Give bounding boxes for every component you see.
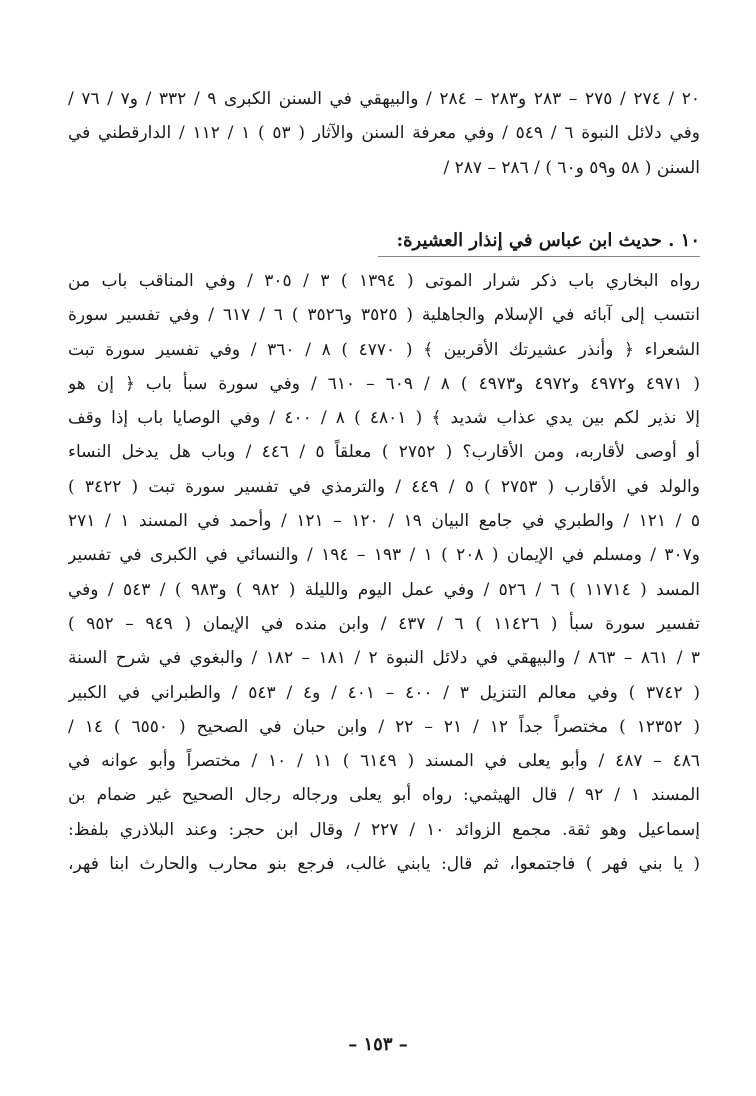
text-line: السنن ( ٥٨ و٥٩ و٦٠ ) / ٢٨٦ – ٢٨٧ / <box>443 157 700 178</box>
text-line: رواه البخاري باب ذكر شرار الموتى ( ١٣٩٤ ) ٣ / ٣٠٥ / وفي المناقب باب من <box>68 271 700 291</box>
text-line: ( يا بني فهر ) فاجتمعوا، ثم قال: يابني غالب، فرجع بنو محارب والحارث ابنا فهر، <box>68 854 700 875</box>
text-line: إسماعيل وهو ثقة. مجمع الزوائد ١٠ / ٢٢٧ / وقال ابن حجر: وعند البلاذري بلفظ: <box>68 819 700 840</box>
section-heading: ١٠ . حديث ابن عباس في إنذار العشيرة: <box>396 230 700 251</box>
text-line: أو أوصى لأقاربه، ومن الأقارب؟ ( ٢٧٥٢ ) معلقاً ٥ / ٤٤٦ / وباب هل يدخل النساء <box>68 442 700 463</box>
text-line: ٢٠ / ٢٧٤ / ٢٧٥ – ٢٨٣ و٢٨٣ – ٢٨٤ / والبيهقي في السنن الكبرى ٩ / ٣٣٢ / و٧ / ٧٦ / <box>68 89 700 109</box>
text-line: وفي دلائل النبوة ٦ / ٥٤٩ / وفي معرفة السنن والآثار ( ٥٣ ) ١ / ١١٢ / الدارقطني في <box>68 123 700 144</box>
text-line: والولد في الأقارب ( ٢٧٥٣ ) ٥ / ٤٤٩ / والترمذي في تفسير سورة تبت ( ٣٤٢٢ ) <box>68 476 700 497</box>
text-line: المسد ( ١١٧١٤ ) ٦ / ٥٢٦ / وفي عمل اليوم والليلة ( ٩٨٢ ) و٩٨٣ ) / ٥٤٣ / وفي <box>68 579 700 600</box>
text-line: الشعراء ﴿ وأنذر عشيرتك الأقربين ﴾ ( ٤٧٧٠ ) ٨ / ٣٦٠ / وفي تفسير سورة تبت <box>68 339 700 360</box>
text-line: ٤٨٦ – ٤٨٧ / وأبو يعلى في المسند ( ٦١٤٩ ) ١١ / ١٠ / مختصراً وأبو عوانه في <box>68 751 700 772</box>
text-line: ٥ / ١٢١ / والطبري في جامع البيان ١٩ / ١٢٠ – ١٢١ / وأحمد في المسند ١ / ٢٧١ <box>68 511 700 532</box>
text-line: ( ٤٩٧١ و٤٩٧٢ و٤٩٧٢ و٤٩٧٣ ) ٨ / ٦٠٩ – ٦١٠ / وفي سورة سبأ باب ﴿ إن هو <box>68 373 700 394</box>
text-line: ( ٣٧٤٢ ) وفي معالم التنزيل ٣ / ٤٠٠ – ٤٠١ / و٤ / ٥٤٣ / والطبراني في الكبير <box>68 682 700 703</box>
page-number: – ١٥٣ – <box>348 1034 408 1055</box>
text-line: تفسير سورة سبأ ( ١١٤٢٦ ) ٦ / ٤٣٧ / وابن منده في الإيمان ( ٩٤٩ – ٩٥٢ ) <box>68 613 700 634</box>
text-line: إلا نذير لكم بين يدي عذاب شديد ﴾ ( ٤٨٠١ ) ٨ / ٤٠٠ / وفي الوصايا باب إذا وقف <box>68 408 700 429</box>
text-line: المسند ١ / ٩٢ / قال الهيثمي: رواه أبو يعلى ورجاله رجال الصحيح غير ضمام بن <box>68 785 700 806</box>
heading-underline <box>378 256 700 257</box>
paragraph-main <box>68 264 700 881</box>
text-line: ( ١٢٣٥٢ ) مختصراً جداً ١٢ / ٢١ – ٢٢ / وابن حبان في الصحيح ( ٦٥٥٠ ) ١٤ / <box>68 716 700 737</box>
text-line: انتسب إلى آبائه في الإسلام والجاهلية ( ٣٥٢٥ و٣٥٢٦ ) ٦ / ٦١٧ / وفي تفسير سورة <box>68 305 700 326</box>
paragraph-continued <box>68 82 700 185</box>
text-line: ٣ / ٨٦١ – ٨٦٣ / والبيهقي في دلائل النبوة ٢ / ١٨١ – ١٨٢ / والبغوي في شرح السنة <box>68 648 700 669</box>
text-line: و٣٠٧ / ومسلم في الإيمان ( ٢٠٨ ) ١ / ١٩٣ – ١٩٤ / والنسائي في الكبرى في تفسير <box>68 545 700 566</box>
